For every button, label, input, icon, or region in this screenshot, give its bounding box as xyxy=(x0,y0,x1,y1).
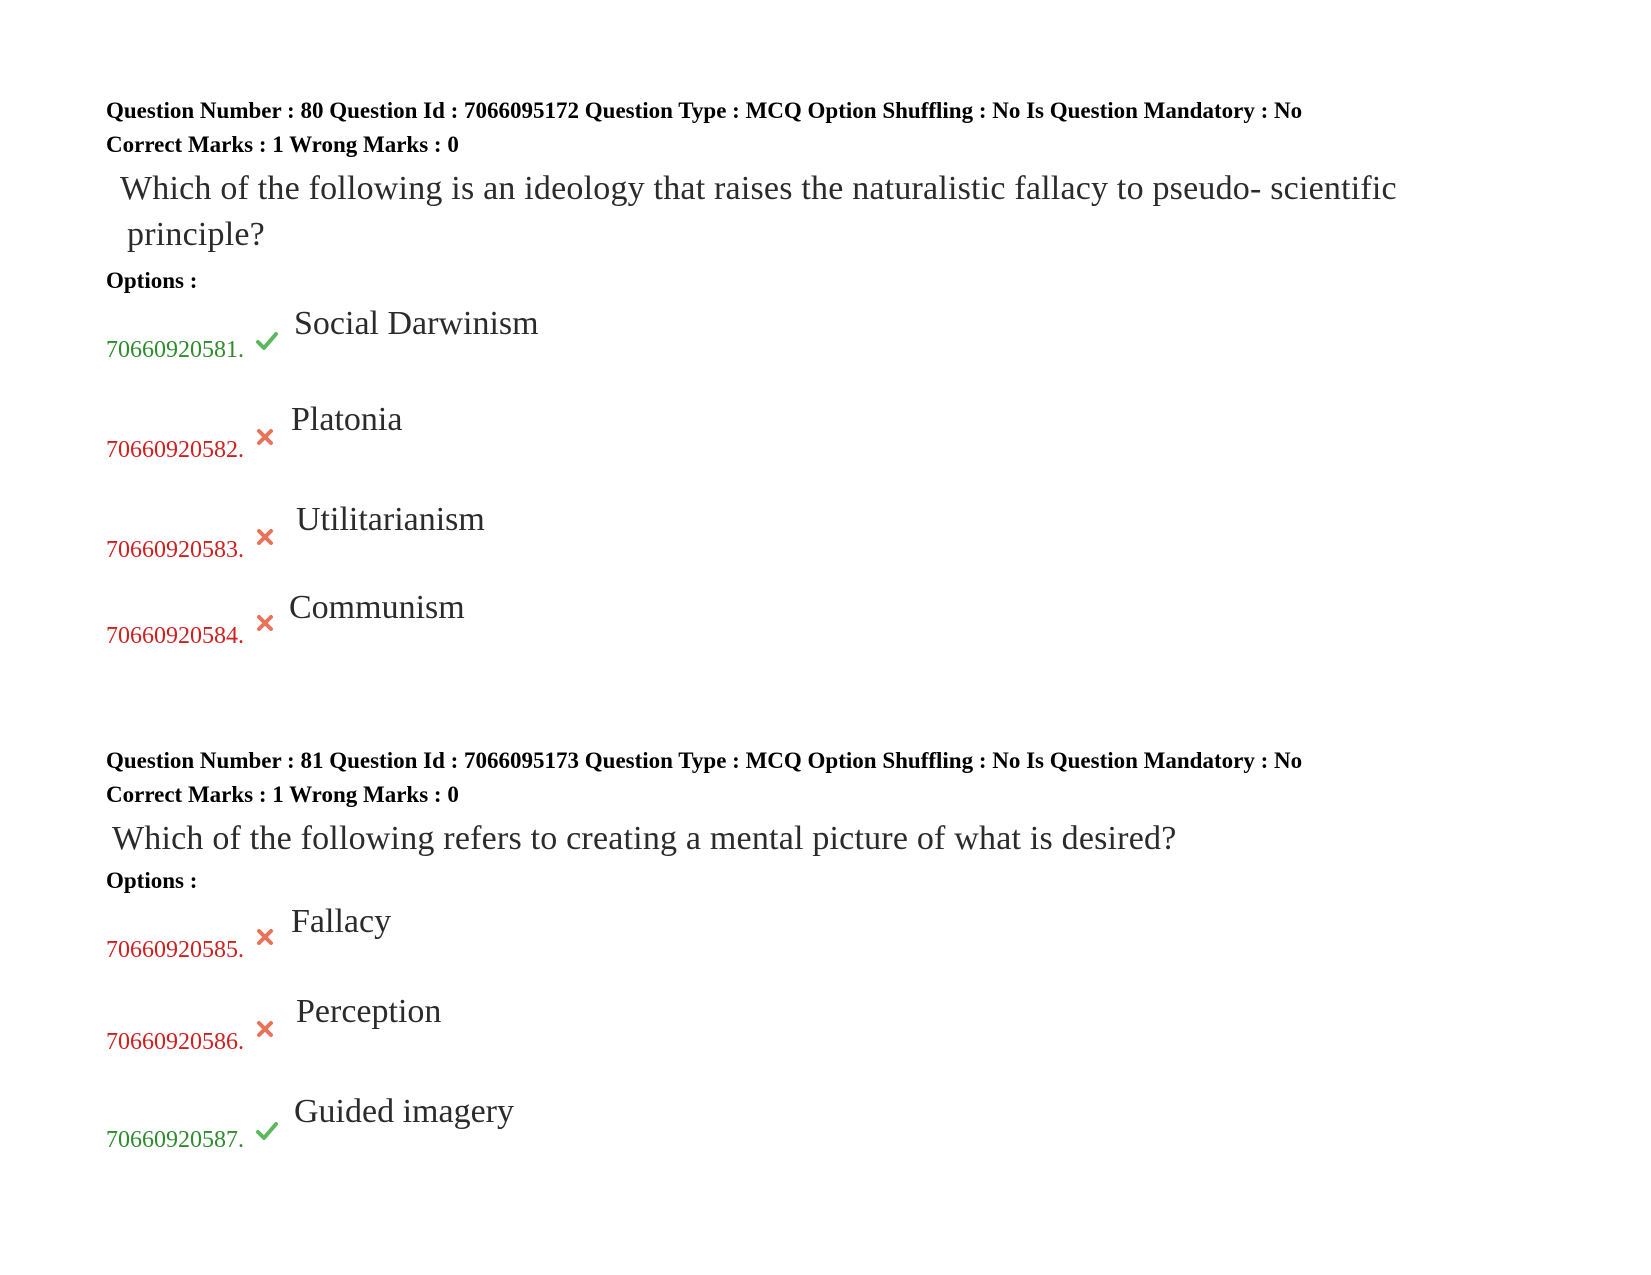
question-81 xyxy=(106,744,1586,1153)
option-text: Social Darwinism xyxy=(294,305,539,342)
question-text-line: principle? xyxy=(127,216,265,253)
option-id: 70660920585. xyxy=(106,937,244,963)
option-text: Fallacy xyxy=(291,903,392,940)
option-id: 70660920587. xyxy=(106,1127,244,1153)
check-icon xyxy=(256,1120,278,1142)
question-text xyxy=(106,816,1586,862)
option-id: 70660920583. xyxy=(106,537,244,563)
question-marks-line: Correct Marks : 1 Wrong Marks : 0 xyxy=(106,132,459,157)
options-label: Options : xyxy=(106,268,198,293)
question-80 xyxy=(106,94,1586,649)
cross-icon xyxy=(256,928,274,946)
question-marks-line: Correct Marks : 1 Wrong Marks : 0 xyxy=(106,782,459,807)
option-text: Utilitarianism xyxy=(296,501,485,538)
question-text-line: Which of the following is an ideology that raises the naturalistic fallacy to pseudo- scientific xyxy=(120,170,1397,207)
cross-icon xyxy=(256,428,274,446)
option-id: 70660920584. xyxy=(106,623,244,649)
option-id: 70660920582. xyxy=(106,437,244,463)
question-text xyxy=(106,166,1586,258)
cross-icon xyxy=(256,528,274,546)
option-text: Communism xyxy=(289,589,465,626)
options-label: Options : xyxy=(106,868,198,893)
question-meta-line: Question Number : 81 Question Id : 7066095173 Question Type : MCQ Option Shuffling : No Is Question Mandatory : No xyxy=(106,748,1303,773)
cross-icon xyxy=(256,1020,274,1038)
option-id: 70660920581. xyxy=(106,337,244,363)
option-text: Guided imagery xyxy=(294,1093,514,1130)
question-meta-line: Question Number : 80 Question Id : 7066095172 Question Type : MCQ Option Shuffling : No Is Question Mandatory : No xyxy=(106,98,1303,123)
cross-icon xyxy=(256,614,274,632)
option-text: Platonia xyxy=(291,401,403,438)
question-text-line: Which of the following refers to creating a mental picture of what is desired? xyxy=(112,820,1177,857)
option-text: Perception xyxy=(296,993,442,1030)
check-icon xyxy=(256,330,278,352)
option-id: 70660920586. xyxy=(106,1029,244,1055)
